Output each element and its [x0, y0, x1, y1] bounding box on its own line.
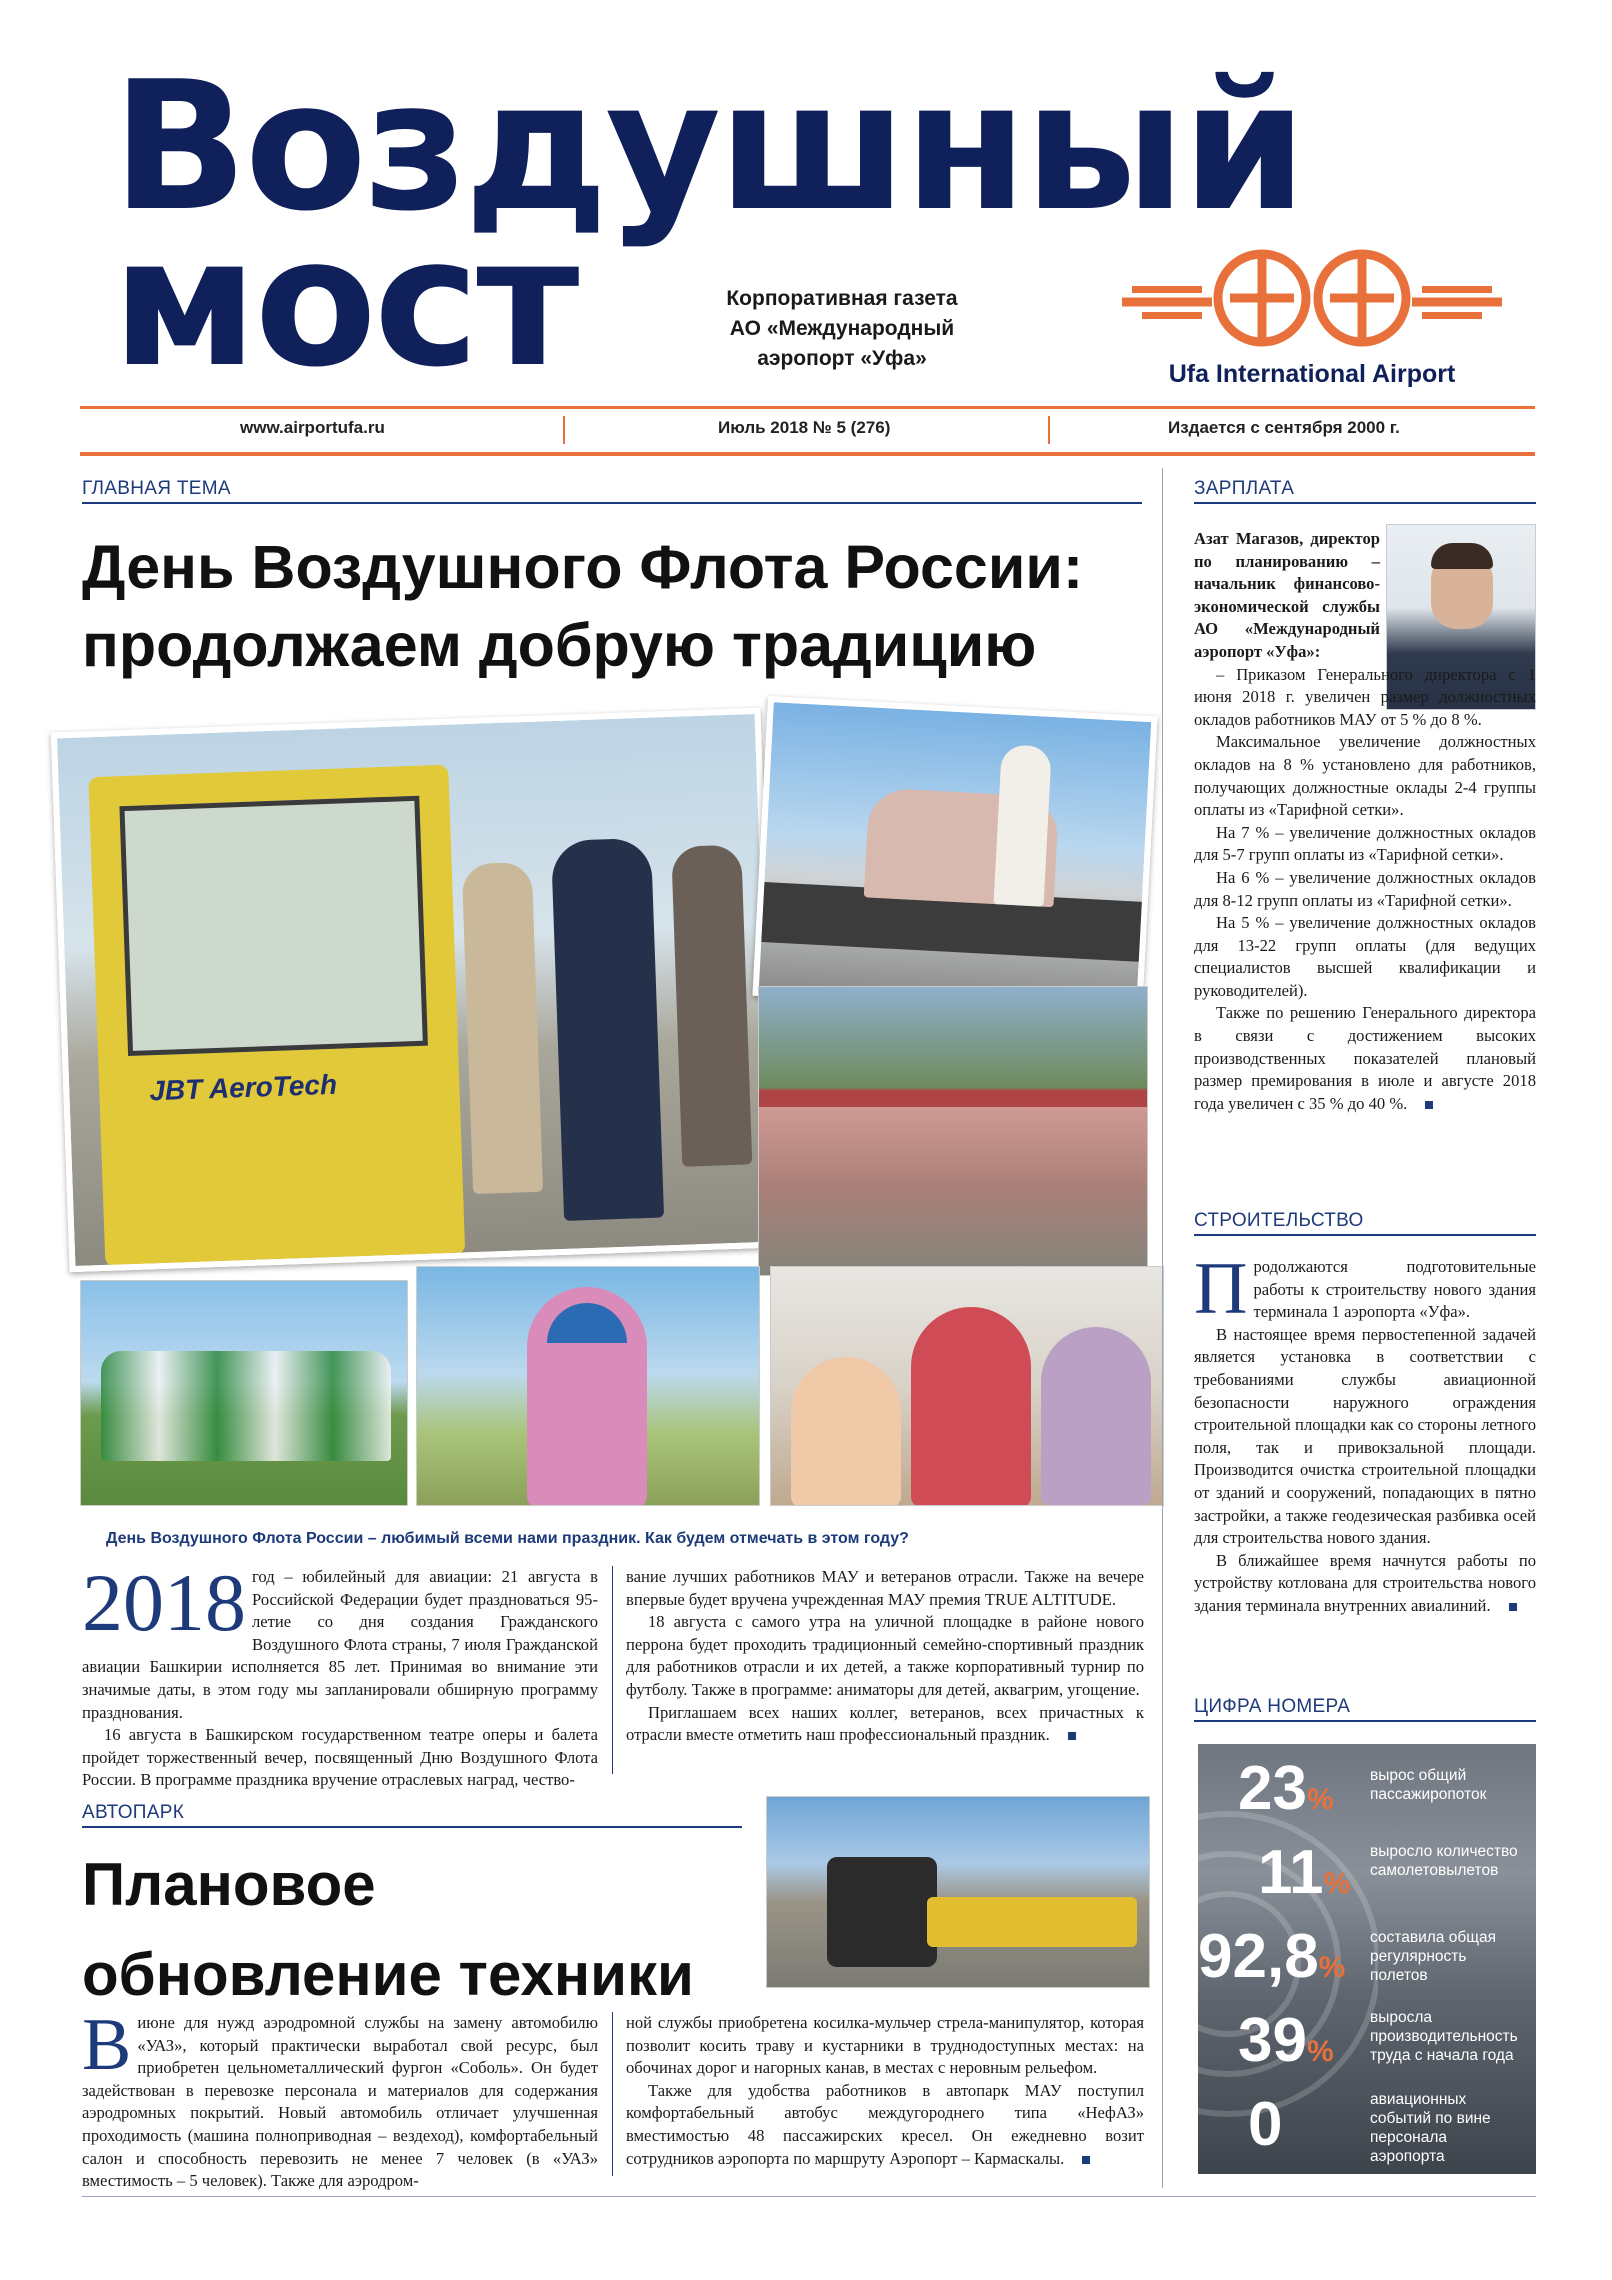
- info-separator: [1048, 416, 1050, 444]
- autopark-column-2: [626, 2012, 1144, 2170]
- title-line-1: Воздушный: [112, 43, 1304, 250]
- photo-mower-vehicle: [766, 1796, 1150, 1988]
- photo-kids-art-workshop: [770, 1266, 1164, 1506]
- salary-paragraph-1: – Приказом Генерального директора с 1 июня 2018 г. увеличен размер должностных окладов работников МАУ от 5 % до 8 %.: [1194, 664, 1536, 729]
- end-mark-icon: [1425, 1101, 1433, 1109]
- masthead-bottom-rule: [80, 452, 1535, 456]
- main-paragraph-5: Приглашаем всех наших коллег, ветеранов, всех причастных к отрасли вместе отметить наш профессиональный праздник.: [626, 1702, 1144, 1745]
- person-shape: [671, 845, 752, 1167]
- salary-paragraph-3: На 7 % – увеличение должностных окладов для 5-7 групп оплаты из «Тарифной сетки».: [1194, 822, 1536, 865]
- dropcap-letter: П: [1194, 1248, 1248, 1330]
- newspaper-title: [112, 43, 1304, 406]
- photo-caption: День Воздушного Флота России – любимый всеми нами праздник. Как будем отмечать в этом году?: [106, 1530, 909, 1547]
- construction-article: [1194, 1248, 1536, 1618]
- person-shape: [994, 744, 1052, 906]
- end-mark-icon: [1082, 2156, 1090, 2164]
- dropcap-letter: В: [82, 2004, 132, 2086]
- title-line-2: мост: [112, 199, 577, 406]
- dropcap-year: 2018: [82, 1557, 246, 1648]
- vehicle-window-shape: [119, 796, 428, 1056]
- main-paragraph-4: 18 августа с самого утра на уличной площадке в районе нового перрона будет проходить традиционный семейно-спортивный праздник для работников отрасли и их детей, а также корпоративный турнир по футболу. Также в программе: аниматоры для детей, аквагрим, угощение.: [626, 1612, 1144, 1699]
- autopark-headline: Плановое обновление техники: [82, 1851, 694, 2008]
- section-rule: [82, 502, 1142, 504]
- animator-shape: [911, 1307, 1031, 1506]
- photo-veteran-airport-vehicle: [51, 708, 779, 1272]
- end-mark-icon: [1509, 1603, 1517, 1611]
- main-paragraph-2: 16 августа в Башкирском государственном театре оперы и балета пройдет торжественный вечер, посвященный Дню Воздушного Флота России. В программе праздника вручение отраслевых наград, чество-: [82, 1725, 598, 1790]
- masthead-top-rule: [80, 406, 1535, 409]
- person-shape: [462, 862, 543, 1194]
- salary-author: Азат Магазов, директор по планированию – начальник финансово-экономической службы АО «Международный аэропорт «Уфа»:: [1194, 529, 1380, 661]
- tractor-shape: [827, 1857, 937, 1967]
- sidebar-divider: [1162, 468, 1163, 2188]
- main-paragraph-1: год – юбилейный для авиации: 21 августа в Российской Федерации будет праздноваться 95-летие со дня создания Гражданского Воздушного Флота страны, 7 июля Гражданской авиации Башкирии исполняется 85 лет. Принимая во внимание эти значимые даты, в этом году мы запланировали обширную программу празднования.: [82, 1567, 598, 1722]
- salary-paragraph-4: На 6 % – увеличение должностных окладов для 8-12 групп оплаты из «Тарифной сетки».: [1194, 867, 1536, 910]
- corporate-subtitle: Корпоративная газета АО «Международный аэропорт «Уфа»: [726, 287, 958, 370]
- figure-item: 39% выросла производительность труда с начала года: [1238, 2006, 1518, 2075]
- construction-paragraph-3: В ближайшее время начнутся работы по устройству котлована для строительства нового здания терминала внутренних авиалиний.: [1194, 1550, 1536, 1615]
- main-paragraph-3: вание лучших работников МАУ и ветеранов отрасли. Также на вечере впервые будет вручена учрежденная МАУ премия TRUE ALTITUDE.: [626, 1567, 1144, 1609]
- section-label-autopark: АВТОПАРК: [82, 1802, 185, 1823]
- photo-fire-truck-kids: [758, 986, 1148, 1276]
- section-label-main: ГЛАВНАЯ ТЕМА: [82, 478, 231, 499]
- figures-panel: [1198, 1744, 1536, 2174]
- main-headline: День Воздушного Флота России: продолжаем добрую традицию: [82, 533, 1084, 679]
- page-bottom-rule: [82, 2196, 1536, 2197]
- airport-logo-text: Ufa International Airport: [1168, 360, 1456, 388]
- airport-logo-icon: [1112, 238, 1512, 358]
- section-rule: [82, 1826, 742, 1828]
- section-label-figures: ЦИФРА НОМЕРА: [1194, 1696, 1351, 1717]
- issue-number: Июль 2018 № 5 (276): [718, 418, 891, 437]
- child-shape: [791, 1357, 901, 1506]
- figure-item: 92,8% составила общая регулярность полетов: [1198, 1922, 1496, 1991]
- construction-paragraph-1: родолжаются подготовительные работы к строительству нового здания терминала 1 аэропорта «Уфа».: [1253, 1257, 1536, 1322]
- team-group-shape: [101, 1351, 391, 1461]
- child-shape: [1041, 1327, 1151, 1506]
- photo-football-team: [80, 1280, 408, 1506]
- section-rule: [1194, 1720, 1536, 1722]
- end-mark-icon: [1068, 1732, 1076, 1740]
- autopark-paragraph-1: июне для нужд аэродромной службы на замену автомобилю «УАЗ», который практически выработал свой ресурс, был приобретен цельнометаллический фургон «Соболь». Он будет задействован в перевозке персонала и материалов для содержания аэродромных покрытий. Новый автомобиль отличает улучшенная проходимость (машина полноприводная – вездеход), комфортабельный салон и способность перевозить не менее 7 человек (в «УАЗ» вместимость – 5 человек). Также для аэродром-: [82, 2013, 598, 2191]
- figure-item: 0 авиационных событий по вине персонала аэропорта: [1248, 2090, 1491, 2165]
- main-article-column-1: [82, 1557, 598, 1792]
- section-rule: [1194, 1234, 1536, 1236]
- salary-article: [1194, 528, 1536, 1115]
- construction-paragraph-2: В настоящее время первостепенной задачей является установка в соответствии с требованиями службы авиационной безопасности наружного ограждения строительной площадки как со стороны летного поля, так и привокзальной площади. Производится очистка строительной площадки от зданий и сооружений, попадающих в пятно застройки, а также геодезическая разбивка осей для строительства нового здания.: [1194, 1324, 1536, 1548]
- mower-arm-shape: [927, 1897, 1137, 1947]
- column-divider: [612, 1566, 613, 1774]
- salary-paragraph-5: На 5 % – увеличение должностных окладов для 13-22 групп оплаты (для ведущих специалистов высшей квалификации и руководителей).: [1194, 913, 1536, 1000]
- autopark-paragraph-3: Также для удобства работников в автопарк МАУ поступил комфортабельный автобус междугороднего типа «НефАЗ» вместимостью 48 пассажирских кресел. Он ежедневно возит сотрудников аэропорта по маршруту Аэропорт – Кармаскалы.: [626, 2080, 1144, 2168]
- main-article-column-2: [626, 1566, 1144, 1747]
- column-divider: [612, 2012, 613, 2176]
- autopark-column-1: [82, 2004, 598, 2193]
- section-label-construction: СТРОИТЕЛЬСТВО: [1194, 1210, 1364, 1231]
- figure-item: 11% выросло количество самолетовылетов: [1258, 1838, 1518, 1907]
- veteran-person-shape: [551, 838, 664, 1221]
- photo-family-on-vehicle: [752, 696, 1157, 1016]
- photo-vehicle-brand: JBT AeroTech: [148, 1068, 338, 1107]
- info-separator: [563, 416, 565, 444]
- crowd-shape: [759, 1107, 1148, 1276]
- website-link[interactable]: www.airportufa.ru: [240, 418, 385, 437]
- published-since: Издается с сентября 2000 г.: [1168, 418, 1400, 437]
- photo-child-with-fan: [416, 1266, 760, 1506]
- autopark-paragraph-2: ной службы приобретена косилка-мульчер стрела-манипулятор, которая позволит косить траву и кустарники в труднодоступных местах: на обочинах дорог и нагорных канав, в местах с неровным рельефом.: [626, 2013, 1144, 2078]
- salary-paragraph-2: Максимальное увеличение должностных окладов на 8 % установлено для работников, получающих должностные оклады 2-4 группы оплаты из «Тарифной сетки».: [1194, 732, 1536, 820]
- figure-item: 23% вырос общий пассажиропоток: [1238, 1754, 1487, 1823]
- section-label-salary: ЗАРПЛАТА: [1194, 478, 1295, 499]
- section-rule: [1194, 502, 1536, 504]
- salary-paragraph-6: Также по решению Генерального директора в связи с достижением высоких производственных показателей плановый размер премирования в июле и августе 2018 года увеличен с 35 % до 40 %.: [1194, 1003, 1536, 1113]
